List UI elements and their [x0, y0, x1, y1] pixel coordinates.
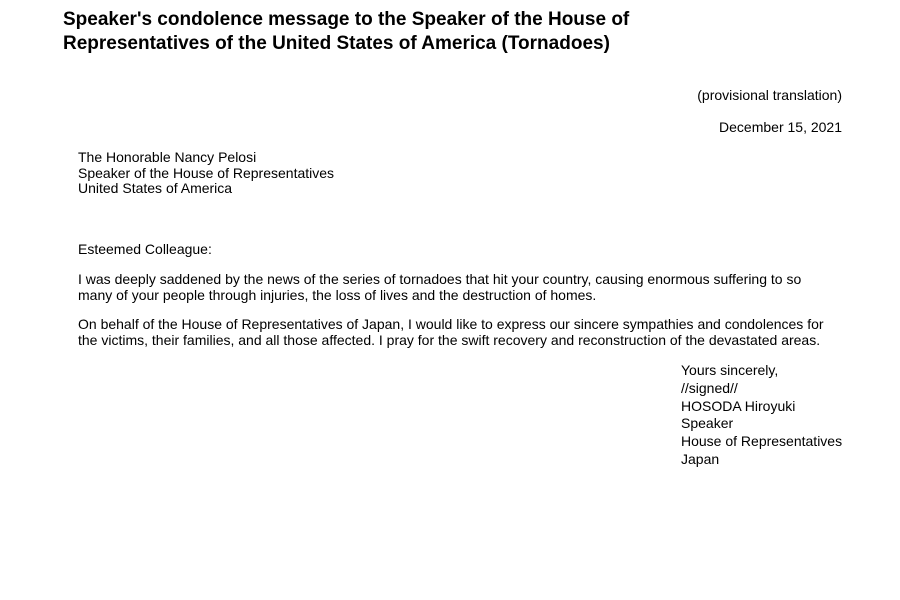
signatory-title: Speaker — [681, 415, 734, 432]
closing-signature-block — [681, 362, 842, 469]
signatory-name: HOSODA Hiroyuki — [681, 397, 796, 414]
body-paragraph — [78, 316, 823, 348]
paragraph-line: On behalf of the House of Representatives of Japan, I would like to express our sincere sympathies and condolences for — [78, 316, 824, 332]
body-paragraph — [78, 271, 823, 303]
addressee-line: Speaker of the House of Representatives — [78, 164, 335, 181]
salutation: Esteemed Colleague: — [78, 241, 212, 257]
paragraph-line: I was deeply saddened by the news of the series of tornadoes that hit your country, causing enormous suffering to so — [78, 271, 802, 287]
addressee-line: The Honorable Nancy Pelosi — [78, 149, 257, 165]
provisional-translation-note: (provisional translation) — [697, 87, 842, 103]
paragraph-line: many of your people through injuries, the loss of lives and the destruction of homes. — [78, 287, 597, 303]
title-line: Representatives of the United States of America (Tornadoes) — [63, 33, 610, 54]
signatory-country: Japan — [681, 450, 720, 467]
page-title — [63, 8, 783, 56]
title-line: Speaker's condolence message to the Speaker of the House of — [63, 9, 630, 30]
letter-date: December 15, 2021 — [719, 119, 842, 135]
signature-line: //signed// — [681, 379, 738, 396]
addressee-line: United States of America — [78, 180, 233, 196]
paragraph-line: the victims, their families, and all those affected. I pray for the swift recovery and reconstruction of the devastated areas. — [78, 332, 821, 348]
signatory-institution: House of Representatives — [681, 433, 843, 450]
closing-line: Yours sincerely, — [681, 362, 779, 378]
addressee-block — [78, 150, 334, 197]
